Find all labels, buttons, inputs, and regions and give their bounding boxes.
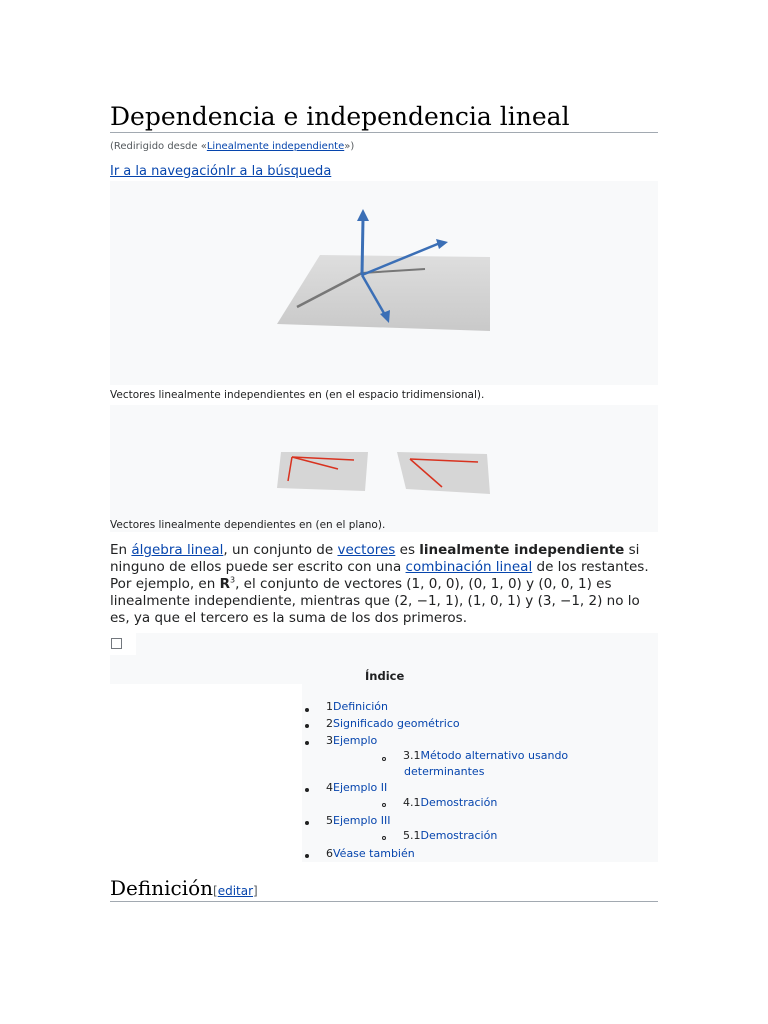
vector-z-arrow: [362, 219, 363, 275]
dependent-vectors-illustration: [110, 405, 658, 532]
toc-item[interactable]: 5.1Demostración: [403, 829, 498, 842]
arrowhead: [357, 209, 369, 221]
bullet-icon: [305, 708, 309, 712]
figure-dependent-2d: [110, 405, 658, 532]
toc-link-demostracion-5[interactable]: Demostración: [420, 829, 498, 842]
toc-item[interactable]: 5Ejemplo III: [326, 814, 391, 827]
toc-toggle-checkbox[interactable]: [111, 638, 122, 649]
toc-link-metodo-alternativo-line2[interactable]: determinantes: [404, 765, 485, 778]
toc-title: Índice: [365, 669, 405, 683]
bullet-icon: [305, 821, 309, 825]
figure-caption: Vectores linealmente dependientes en (en el plano).: [110, 519, 386, 531]
bullet-icon: [305, 854, 309, 858]
toc-item[interactable]: 2Significado geométrico: [326, 717, 460, 730]
bullet-icon: [305, 741, 309, 745]
bullet-icon: [305, 724, 309, 728]
intro-paragraph: En álgebra lineal, un conjunto de vectores es linealmente independiente si ninguno de ellos puede ser escrito con una combinación lineal de los restantes. Por ejemplo, en $R^3$, el conjunto de vectores (1, 0, 0), (0, 1, 0) y (0, 0, 1) es linealmente independiente, mientras que (2, −1, 1), (1, 0, 1) y (3, −1, 2) no lo es, ya que el tercero es la suma de los dos primeros.: [110, 542, 649, 626]
circle-bullet-icon: [382, 836, 386, 840]
independent-vectors-illustration: [110, 181, 658, 385]
toc-background: [110, 655, 136, 684]
page-title: Dependencia e independencia lineal: [110, 102, 570, 131]
figure-caption: Vectores linealmente independientes en (en el espacio tridimensional).: [110, 389, 485, 401]
figure-independent-3d: [110, 181, 658, 385]
section-divider: [110, 901, 658, 902]
section-heading-definicion: Definición[editar]: [110, 876, 258, 900]
edit-section-link[interactable]: editar: [217, 884, 254, 898]
jump-to-navigation-link[interactable]: Ir a la navegación: [110, 164, 227, 179]
toc-link-definicion[interactable]: Definición: [333, 700, 388, 713]
link-combinacion-lineal[interactable]: combinación lineal: [405, 559, 533, 575]
toc-link-ejemplo-iii[interactable]: Ejemplo III: [333, 814, 391, 827]
toc-link-vease-tambien[interactable]: Véase también: [333, 847, 415, 860]
link-algebra-lineal[interactable]: álgebra lineal: [131, 542, 224, 558]
toc-link-demostracion-4[interactable]: Demostración: [420, 796, 498, 809]
toc-item[interactable]: 4Ejemplo II: [326, 781, 388, 794]
jump-to-search-link[interactable]: Ir a la búsqueda: [226, 164, 332, 179]
toc-item[interactable]: 6Véase también: [326, 847, 415, 860]
arrowhead: [436, 239, 448, 249]
redirect-note: (Redirigido desde «Linealmente independiente»): [110, 141, 355, 152]
circle-bullet-icon: [382, 803, 386, 807]
toc-link-metodo-alternativo[interactable]: Método alternativo usando: [420, 749, 569, 762]
toc-link-ejemplo[interactable]: Ejemplo: [333, 734, 378, 747]
toc-item-continuation[interactable]: [404, 765, 484, 778]
toc-item[interactable]: 4.1Demostración: [403, 796, 498, 809]
toc-item[interactable]: 3Ejemplo: [326, 734, 378, 747]
bullet-icon: [305, 788, 309, 792]
link-vectores[interactable]: vectores: [337, 542, 396, 558]
toc-item[interactable]: 3.1Método alternativo usando: [403, 749, 569, 762]
redirect-link[interactable]: Linealmente independiente: [206, 141, 345, 152]
title-divider: [110, 132, 658, 133]
toc-link-significado-geometrico[interactable]: Significado geométrico: [333, 717, 460, 730]
toc-link-ejemplo-ii[interactable]: Ejemplo II: [333, 781, 388, 794]
circle-bullet-icon: [382, 757, 386, 761]
jump-links: [110, 164, 331, 179]
toc-item[interactable]: 1Definición: [326, 700, 388, 713]
edit-section: [editar]: [213, 884, 258, 898]
